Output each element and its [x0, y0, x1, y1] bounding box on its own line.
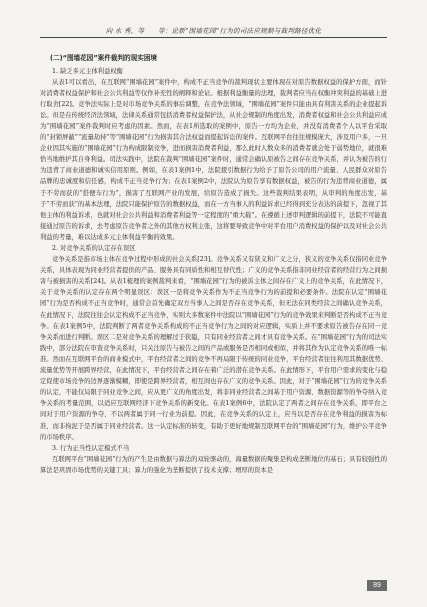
- subsection-heading-2: 2. 对竞争关系的认定存在误区: [52, 245, 136, 252]
- page-number: 89: [367, 580, 387, 591]
- paragraph-1: 从表1可以看出，在互联网“围墙花园”案件中，构成不正当竞争的裁判现状主要体现在对原告数据权益的保护方面，而针对消费者权益保护和社会公共利益等仅作补充性的阐释和论证。根据利益衡量的法理，裁判者应当在权衡冲突利益的基础上进行取舍[22]。竞争法实际上是对市场竞争关系的事后调整，在竞争法领域，“围墙花园”案件只能由具有利害关系的企业提起诉讼。但是在传统经济法领域，法律关系通常包括消费者权益保护法，从社会规制的角度出发，消费者权益和社会公共利益应成为“围墙花园”案件裁判时应考虑的因素。然而，在表1所选取的案例中，原告一方均为企业，并没有消费者个人以平台采取的“封锁屏蔽”“流量劫持”等“围墙花园”行为损害其合法权益而提起诉讼的案件。互联网平台往往规模庞大，涉及用户多，一旦企业因其实施的“围墙花园”行为构成限制竞争，进而损害消费者利益，那么此时人数众多的消费者就会处于弱势地位，就很难恰当地维护其自身利益。司法实践中，法院在裁判“围墙花园”案件时，通常会确认原被告之间存在竞争关系，并认为被告的行为违背了商业道德和诚实信用原则。例如，在表1案例1中，法院援引数据行为给予了原告公司的用户流量、人民群众对原告品牌的忠诚度和信任感，构成不正当竞争行为；在表1案例2中，法院认为原告享有数据权益，被告的行为违背商业道德，属于不劳而获的“搭便车行为”，损害了互联网产业的发展，给原告造成了损失。这些裁判结果表明，从审判的角度出发，基于“不劳而获”的基本法理，法院只能保护原告的数据权益，而在一方当事人的利益诉求已经得到充分表达的前提下，忽视了其他主体的利益诉求，也就对社会公共利益和消费者利益等一定程度的“重大载”。在遵循上述审判逻辑的前提下，法院不可能直接通过原告的诉求，去考虑原告竞争者之外的其他方权利主张，这将要导致竞争中对平台用户消费权益的保护以及对社会公共利益的考量，难以达成多元主体利益平衡的效果。: [40, 78, 387, 241]
- paragraph-2: 竞争关系是指市场主体在竞争过程中形成的社会关系[23]。竞争关系又有狭义和广义之分，狭义的竞争关系仅指同业竞争关系，具体表现为同业经营者提供的产品、服务具有同质性和相互替代性；广义的竞争关系指非同业经营者的经营行为之间损害与被损害的关系[24]。从表1梳理的案例裁判来看，“围墙花园”行为的被诉主体之间存在广义上的竞争关系，在此情况下，关于竞争关系的认定存在两个明显误区：误区一是将竞争关系作为不正当竞争行为的前提和必要条件。法院在认定“围墙花园”行为是否构成不正当竞争时，通常会首先确定双方当事人之间是否存在竞争关系，但无法在同类经营之间确认竞争关系，在此情况下，法院往往会认定构成不正当竞争，实则大多数案件中法院以“围墙花园”行为的竞争效果来判断是否构成不正当竞争。在表1案例5中，法院判断了两者竞争关系构成的不正当竞争行为之间的对应逻辑，实质上并不要求原告被告存在同一竞争关系而进行判断。误区二是对竞争关系的理解过于狭隘，只有同业经营者之间才具有竞争关系。在“围墙花园”行为的司法实践中，部分法院在审查竞争关系时，只关注原告与被告之间的产品或服务是否相同或相似，并将其作为认定竞争关系的唯一标准。然而在互联网平台的商业模式中，平台经营者之间的竞争不再局限于传统的同业竞争，平台经营者往往利用其数据优势、流量优势等开展跨界经营，在此情况下，平台经营者之间存在着广泛的潜在竞争关系。在此情形下，平台用户需求的变化与稳定促使市场竞争的边界逐渐模糊，即使是跨界经营者，相互间也存在广义的竞争关系。因此，对于“围墙花园”行为的竞争关系的认定，不能仅局限于同业竞争之间，应从更广义的角度出发，将非同业经营者之间基于用户资源、数据资源等的争夺纳入竞争关系的考量范围，以适应互联网经济下竞争关系的新变化。在表1案例6中，法院认定了两者之间存在竞争关系，即平台之间对于用户资源的争夺，不以两者属于同一行业为前提。因此，在竞争关系的认定上，应当以是否存在竞争利益的损害为标准，而非拘泥于是否属于同业经营者。这一认定标准的转变，有助于更好地规制互联网平台的“围墙花园”行为，维护公平竞争的市场秩序。: [40, 256, 387, 441]
- running-title: 向 水 秀，等 等：论新“围墙花园”行为的司法应规制与裁判路径优化: [105, 27, 322, 35]
- subsection-heading-3: 3. 行为正当性认定模式不当: [52, 444, 130, 452]
- section-title: (二)“围墙花园”案件裁判的现实困境: [50, 54, 158, 62]
- paragraph-3: 互联网平台“围墙花园”行为的产生是由数据与算法的双轮驱动的，海量数据的聚集是构成垄断地位的基石；具有较强性的算法是巩固市场优势的关键工具；算力的强化为垄断提供了技术支撑；增厚的资本是: [40, 455, 387, 474]
- article-body: [40, 50, 387, 577]
- running-header: [40, 22, 387, 38]
- subsection-heading-1: 1. 缺乏多元主体利益权衡: [52, 67, 123, 75]
